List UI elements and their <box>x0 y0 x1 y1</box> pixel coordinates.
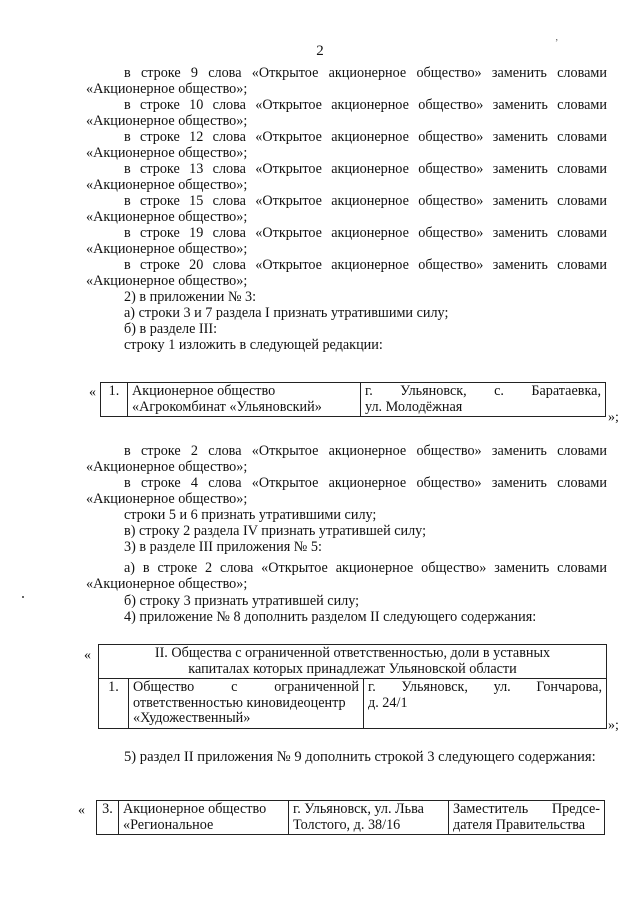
address-line: г. Ульяновск, ул. Льва <box>293 801 424 817</box>
replacement-paragraph: в строке 15 слова «Открытое акционерное общество» заменить словами «Акционерное общество»; <box>86 193 607 225</box>
table-header-row <box>99 645 607 679</box>
item-line: в) строку 2 раздела IV признать утратившей силу; <box>124 523 427 539</box>
table-section-ii-row3 <box>96 800 605 835</box>
position-line: Заместитель Предсе- <box>453 801 600 817</box>
address-line: г. Ульяновск, ул. Гончарова, <box>368 679 602 696</box>
replacement-paragraph: в строке 4 слова «Открытое акционерное общество» заменить словами «Акционерное общество»; <box>86 475 607 507</box>
item-line: 2) в приложении № 3: <box>124 289 257 305</box>
item-line: строки 5 и 6 признать утратившими силу; <box>124 507 377 523</box>
table-section-ii <box>98 644 607 729</box>
company-address <box>289 801 449 835</box>
item-line: 3) в разделе III приложения № 5: <box>124 539 322 555</box>
company-name-line: Общество с ограниченной <box>133 679 359 696</box>
scan-speck <box>22 596 24 598</box>
table-section-iii-row1 <box>100 382 606 417</box>
section-header-line: II. Общества с ограниченной ответственностью, доли в уставных <box>154 645 551 661</box>
table-row <box>101 383 606 417</box>
row-number: 1. <box>99 679 129 729</box>
position-line: дателя Правительства <box>453 816 586 833</box>
open-quote: « <box>89 385 96 400</box>
page-number: 2 <box>316 43 324 59</box>
company-address <box>361 383 606 417</box>
close-quote: »; <box>608 718 619 733</box>
replacement-paragraph: в строке 2 слова «Открытое акционерное общество» заменить словами «Акционерное общество»; <box>86 443 607 475</box>
company-name-line: ответственностью киновидеоцентр <box>133 694 346 711</box>
address-line: г. Ульяновск, с. Баратаевка, <box>365 383 601 399</box>
item-line: строку 1 изложить в следующей редакции: <box>124 337 383 353</box>
row-number: 3. <box>97 801 119 835</box>
replacement-paragraph: в строке 20 слова «Открытое акционерное общество» заменить словами «Акционерное общество»; <box>86 257 607 289</box>
close-quote: »; <box>608 410 619 425</box>
open-quote: « <box>84 648 91 663</box>
table-row <box>97 801 605 835</box>
replacement-paragraph: а) в строке 2 слова «Открытое акционерное общество» заменить словами «Акционерное общество»; <box>86 560 607 592</box>
row-number: 1. <box>101 383 128 417</box>
replacement-paragraph: в строке 9 слова «Открытое акционерное общество» заменить словами «Акционерное общество»; <box>86 65 607 97</box>
company-name <box>129 679 364 729</box>
replacement-paragraph: в строке 19 слова «Открытое акционерное общество» заменить словами «Акционерное общество»; <box>86 225 607 257</box>
company-name <box>128 383 361 417</box>
replacement-paragraph: в строке 12 слова «Открытое акционерное общество» заменить словами «Акционерное общество»; <box>86 129 607 161</box>
address-line: д. 24/1 <box>368 694 408 711</box>
open-quote: « <box>78 803 85 818</box>
representative-position <box>449 801 605 835</box>
address-line: Толстого, д. 38/16 <box>293 816 401 833</box>
company-address <box>364 679 607 729</box>
company-name-line: «Региональное <box>123 816 214 833</box>
item-line: 4) приложение № 8 дополнить разделом II следующего содержания: <box>124 609 537 625</box>
item-line: б) строку 3 признать утратившей силу; <box>124 593 360 609</box>
section-header <box>99 645 607 679</box>
company-name-line: «Художественный» <box>133 710 251 727</box>
company-name-line: Акционерное общество <box>132 383 276 399</box>
item-line: б) в разделе III: <box>124 321 218 337</box>
table-row <box>99 679 607 729</box>
company-name-line: «Агрокомбинат «Ульяновский» <box>132 398 322 415</box>
company-name-line: Акционерное общество <box>123 801 267 817</box>
replacement-paragraph: 5) раздел II приложения № 9 дополнить строкой 3 следующего содержания: <box>124 749 596 765</box>
company-name <box>119 801 289 835</box>
section-header-line: капиталах которых принадлежат Ульяновской области <box>188 660 517 677</box>
item-line: а) строки 3 и 7 раздела I признать утратившими силу; <box>124 305 449 321</box>
replacement-paragraph: в строке 10 слова «Открытое акционерное общество» заменить словами «Акционерное общество»; <box>86 97 607 129</box>
address-line: ул. Молодёжная <box>365 398 463 415</box>
replacement-paragraph: в строке 13 слова «Открытое акционерное общество» заменить словами «Акционерное общество»; <box>86 161 607 193</box>
corner-mark: ’ <box>555 38 559 49</box>
